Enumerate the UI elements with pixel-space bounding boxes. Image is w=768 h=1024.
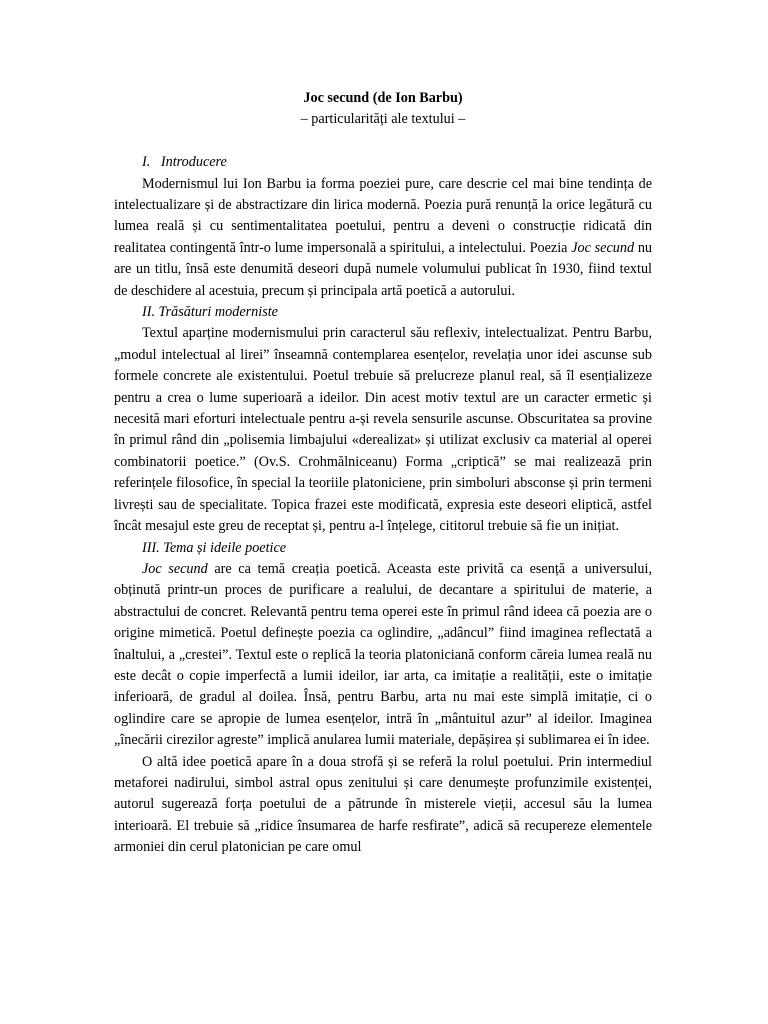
- paragraph: [114, 174, 652, 302]
- paragraph-text: are ca temă creația poetică. Aceasta este privită ca esență a universului, obținută printr-un proces de purificare a realului, de decantare a spiritului de materie, a abstractului de concret. Relevantă pentru tema operei este în primul rând ideea că poezia are o origine mimetică. Poetul definește poezia ca oglindire, „adâncul” fiind imaginea reflectată a înaltului, a „crestei”. Textul este o replică la teoria platoniciană conform căreia lumea reală nu este decât o copie imperfectă a lumii ideilor, iar arta, ca imitație a realității, este o imitație inferioară, de gradul al doilea. Însă, pentru Barbu, arta nu mai este simplă imitație, ci o oglindire care se apropie de lumea esențelor, intră în „mântuitul azur” al ideilor. Imaginea „înecării cirezilor agreste” implică anularea lumii materiale, depășirea și sublimarea ei în idee.: [114, 560, 652, 749]
- document-title: Joc secund (de Ion Barbu): [303, 90, 463, 106]
- paragraph-text: nu are un titlu, însă este denumită deseori după numele volumului publicat în 1930, fiind textul de deschidere al acestuia, precum și principala artă poetică a autorului.: [114, 239, 653, 299]
- italic-text: Joc secund: [571, 239, 635, 256]
- paragraph-text: Textul aparține modernismului prin caracterul său reflexiv, intelectualizat. Pentru Barbu, „modul intelectual al lirei” înseamnă contemplarea esențelor, revelația unor idei ascunse sub formele concrete ale existentului. Poetul trebuie să prelucreze planul real, să îl esențializeze pentru a crea o lume superioară a ideilor. Din acest motiv textul are un caracter ermetic și necesită mari eforturi intelectuale pentru a-și revela sensurile ascunse. Obscuritatea sa provine în primul rând din „polisemia limbajului «derealizat» și utilizat exclusiv ca material al operei combinatorii poetice.” (Ov.S. Crohmălniceanu) Forma „criptică” se mai realizează prin referințele filosofice, în special la teoriile platoniciene, prin simboluri absconse și prin termeni livrești sau de specialitate. Topica frazei este modificată, expresia este deseori eliptică, astfel încât mesajul este greu de receptat și, pentru a-l înțelege, cititorul trebuie să fie un inițiat.: [114, 325, 652, 535]
- document-page: [114, 88, 652, 859]
- paragraph-text: O altă idee poetică apare în a doua strofă și se referă la rolul poetului. Prin intermediul metaforei nadirului, simbol astral opus zenitului și care denumește profunzimile existenței, autorul sugerează forța poetului de a pătrunde în misterele vieții, accesul său la lumea interioară. El trebuie să „ridice însumarea de harfe resfirate”, adică să recupereze elementele armoniei din cerul platonician pe care omul: [114, 753, 652, 856]
- section-heading: III. Tema și ideile poetice: [142, 539, 287, 556]
- section-heading: II. Trăsături moderniste: [142, 304, 278, 321]
- document-body: [114, 152, 652, 858]
- paragraph-text: Modernismul lui Ion Barbu ia forma poeziei pure, care descrie cel mai bine tendința de intelectualizare și de abstractizare din lirica modernă. Poezia pură renunță la orice legătură cu lumea reală și cu sentimentalitatea poetului, pentru a deveni o construcție ridicată din realitatea contingentă într-o lume impersonală a spiritului, a intelectului. Poezia: [114, 175, 652, 256]
- italic-text: Joc secund: [142, 560, 208, 577]
- document-subtitle: – particularități ale textului –: [300, 111, 466, 128]
- paragraph: [114, 323, 652, 537]
- paragraph: [114, 559, 652, 752]
- section-heading: I. Introducere: [142, 154, 227, 171]
- paragraph: [114, 752, 652, 859]
- title-spacer: [114, 131, 652, 152]
